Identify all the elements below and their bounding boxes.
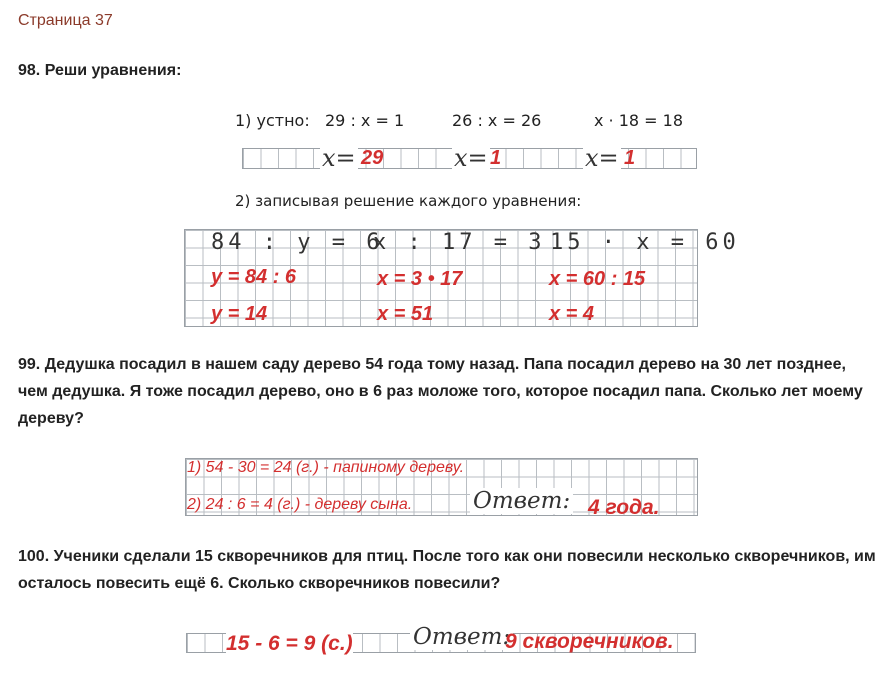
task-100-solution: 15 - 6 = 9 (с.) [226,632,353,655]
task-98-eq3: x · 18 = 18 [594,111,684,130]
answer-1-x: x= [322,144,356,172]
task-99-text: 99. Дедушка посадил в нашем саду дерево 54 года тому назад. Папа посадил дерево на 30 лет позднее, чем дедушка. Я тоже посадил дерево, оно в 6 раз моложе того, которое посадил папа. Сколько лет моему дереву? [18,356,863,427]
answer-3-x: x= [585,144,619,172]
task-99-answer-label: Ответ: [470,488,573,514]
task-99-line2: 2) 24 : 6 = 4 (г.) - дереву сына. [187,496,413,513]
answer-1-value: 29 [361,147,384,169]
answer-3-value: 1 [624,147,636,169]
task-98-part1-label: 1) устно: [235,111,310,130]
solution-col2-line2: x = 51 [377,303,434,325]
solution-col3-line2: x = 4 [549,303,595,325]
answer-2-value: 1 [490,147,502,169]
task-99-answer-value: 4 года. [588,496,660,519]
solution-col1-line2: y = 14 [211,303,268,325]
answer-2-x: x= [454,144,488,172]
solution-col3-line1: x = 60 : 15 [549,268,646,290]
page-heading: Страница 37 [18,12,113,29]
equation-col1: 84 : y = 6 [211,230,384,255]
task-100-answer-label: Ответ: [410,624,513,650]
task-98-part2-label: 2) записывая решение каждого уравнения: [235,192,582,210]
task-100-text: 100. Ученики сделали 15 скворечников для птиц. После того как они повесили несколько скворечников, им осталось повесить ещё 6. Сколько скворечников повесили? [18,548,876,592]
task-99-line1: 1) 54 - 30 = 24 (г.) - папиному дереву. [187,459,465,476]
solution-col2-line1: x = 3 • 17 [377,268,463,290]
task-100-answer-value: 9 скворечников. [505,630,674,653]
task-98-eq2: 26 : x = 26 [452,111,542,130]
equation-col2: x : 17 = 3 [373,230,546,255]
equation-col3: 15 · x = 60 [550,230,740,255]
task-98-title: 98. Реши уравнения: [18,62,182,79]
solution-col1-line1: y = 84 : 6 [211,266,297,288]
task-98-eq1: 29 : x = 1 [325,111,405,130]
